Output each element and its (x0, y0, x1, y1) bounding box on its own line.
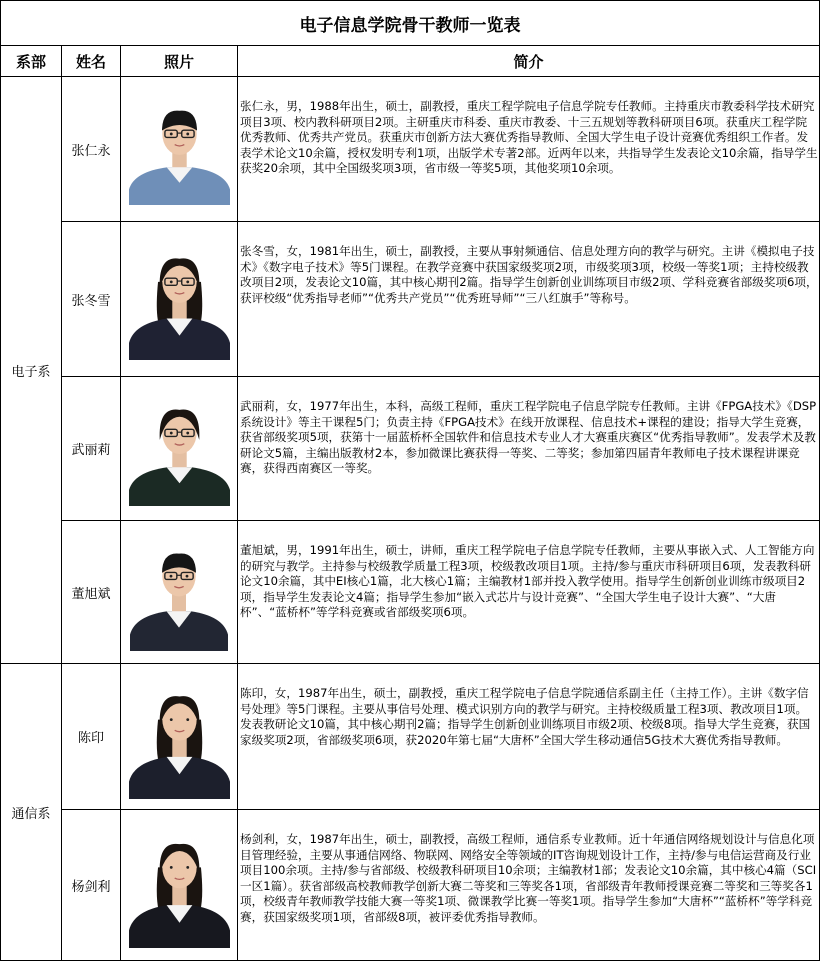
table-title: 电子信息学院骨干教师一览表 (1, 1, 820, 46)
teacher-photo (129, 238, 230, 360)
teacher-name: 张冬雪 (62, 222, 121, 377)
portrait-image (129, 392, 230, 506)
teacher-bio: 张仁永，男，1988年出生，硕士，副教授，重庆工程学院电子信息学院专任教师。主持重庆市教委科学技术研究项目3项、校内教科研项目2项。主研重庆市科委、重庆市教委、十三五规划等教科研项目6项。获重庆工程学院优秀教师、优秀共产党员。获重庆市创新方法大赛优秀指导教师、全国大学生电子设计竞赛优秀组织工作者。发表学术论文10余篇，授权发明专利1项，出版学术专著2部。近两年以来，共指导学生发表论文10余篇，指导学生获奖20余项，其中全国级奖项3项，省市级一等奖5项，其他奖项10余项。 (238, 77, 820, 222)
teacher-bio: 武丽莉，女，1977年出生，本科，高级工程师，重庆工程学院电子信息学院专任教师。主讲《FPGA技术》《DSP系统设计》等主干课程5门；负责主持《FPGA技术》在线开放课程、信息技术+课程的建设；指导大学生竞赛，获省部级奖项5项，获第十一届蓝桥杯全国软件和信息技术专业人才大赛重庆赛区“优秀指导教师”。发表学术及教研论文5篇，主编出版教材2本，参加微课比赛获得一等奖、二等奖；参加第四届青年教师电子技术课程讲课竞赛，获得西南赛区一等奖。 (238, 377, 820, 521)
teacher-name: 董旭斌 (62, 521, 121, 664)
teacher-name: 武丽莉 (62, 377, 121, 521)
dept-cell-communication: 通信系 (1, 664, 62, 961)
header-row (1, 46, 820, 77)
teacher-name: 张仁永 (62, 77, 121, 222)
header-name: 姓名 (62, 46, 121, 77)
header-photo: 照片 (121, 46, 238, 77)
teacher-photo (129, 94, 230, 205)
teacher-bio: 张冬雪，女，1981年出生，硕士，副教授，主要从事射频通信、信息处理方向的教学与研究。主讲《模拟电子技术》《数字电子技术》等5门课程。在教学竞赛中获国家级奖项2项，市级奖项3项，校级一等奖1项；主持校级教改项目2项，发表论文10篇，其中核心期刊2篇。指导学生创新创业训练项目市级2项、学科竞赛省部级奖项6项，获评校级“优秀指导老师”“优秀共产党员”“优秀班导师”“三八红旗手”等称号。 (238, 222, 820, 377)
teacher-row (1, 77, 820, 222)
portrait-image (129, 675, 230, 799)
teacher-photo (130, 534, 228, 651)
dept-cell-electronics: 电子系 (1, 77, 62, 664)
teacher-row (1, 521, 820, 664)
portrait-image (129, 94, 230, 205)
teacher-name: 杨剑利 (62, 810, 121, 961)
portrait-image (129, 822, 230, 948)
teacher-bio: 董旭斌，男，1991年出生，硕士，讲师，重庆工程学院电子信息学院专任教师，主要从事嵌入式、人工智能方向的研究与教学。主持参与校级教学质量工程3项，校级教改项目1项。主持/参与重庆市科研项目6项，发表教科研论文10余篇，其中EI核心1篇，北大核心1篇；主编教材1部并投入教学使用。指导学生创新创业训练市级项目2项，指导学生发表论文4篇；指导学生参加“嵌入式芯片与设计竞赛”、“全国大学生电子设计大赛”、“大唐杯”、“蓝桥杯”等学科竞赛或省部级奖项6项。 (238, 521, 820, 664)
teacher-photo (129, 822, 230, 948)
portrait-image (130, 534, 228, 651)
teacher-name: 陈印 (62, 664, 121, 810)
teacher-bio: 杨剑利，女，1987年出生，硕士，副教授，高级工程师，通信系专业教师。近十年通信网络规划设计与信息化项目管理经验，主要从事通信网络、物联网、网络安全等领域的IT咨询规划设计工作，主持/参与电信运营商及行业项目100余项。主持/参与省部级、校级教科研项目10余项；主编教材1部；发表论文10余篇，其中核心4篇（SCI一区1篇）。获省部级高校教师教学创新大赛二等奖和三等奖各1项，省部级青年教师授课竞赛二等奖和三等奖各1项，校级青年教师教学技能大赛一等奖1项、微课教学比赛一等奖1项。指导学生参加“大唐杯”“蓝桥杯”等学科竞赛，获国家级奖项1项，省部级8项，被评委优秀指导教师。 (238, 810, 820, 961)
portrait-image (129, 238, 230, 360)
teacher-row (1, 222, 820, 377)
teacher-photo (129, 392, 230, 506)
teacher-row (1, 664, 820, 810)
teacher-photo (129, 675, 230, 799)
header-bio: 简介 (238, 46, 820, 77)
teacher-row (1, 377, 820, 521)
teacher-bio: 陈印，女，1987年出生，硕士，副教授，重庆工程学院电子信息学院通信系副主任（主持工作）。主讲《数字信号处理》等5门课程。主要从事信号处理、模式识别方向的教学与研究。主持校级质量工程3项、教改项目1项。发表教研论文10篇，其中核心期刊2篇；指导学生创新创业训练项目市级2项、校级8项。指导大学生竞赛，获国家级奖项2项，省部级奖项6项，获2020年第七届“大唐杯”全国大学生移动通信5G技术大赛优秀指导教师。 (238, 664, 820, 810)
header-dept: 系部 (1, 46, 62, 77)
teacher-row (1, 810, 820, 961)
